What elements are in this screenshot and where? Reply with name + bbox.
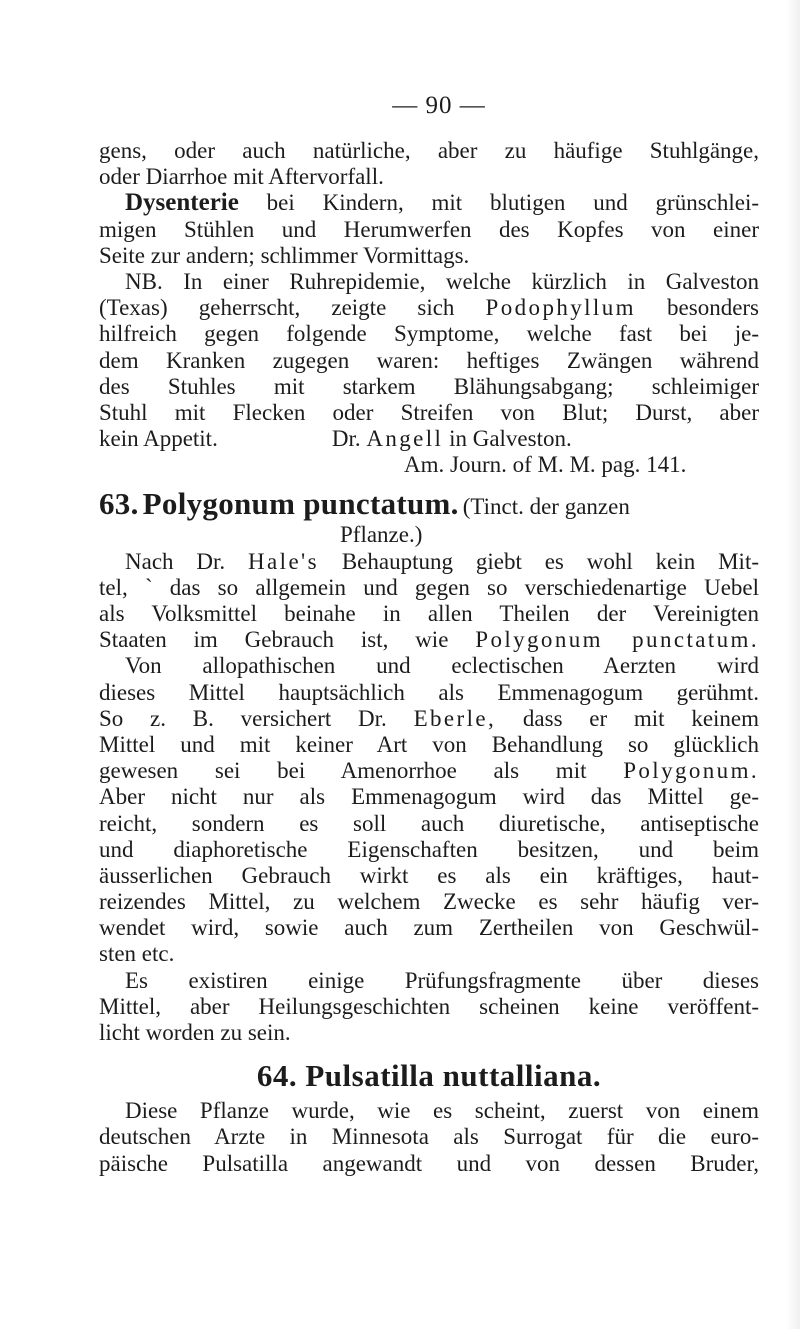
doctor-title: Dr. [331, 426, 361, 452]
section-number: 64. [256, 1058, 298, 1094]
citation: Am. Journ. of M. M. pag. 141. [404, 452, 687, 478]
text-line: Diese Pflanze wurde, wie es scheint, zuerst von einem [125, 1098, 759, 1124]
doctor-place: in Galveston. [449, 426, 572, 452]
text-line: dieses Mittel hauptsächlich als Emmenagogum gerühmt. [99, 679, 759, 705]
remedy-name: Polygonum. [623, 758, 760, 784]
nb-remedy-line [99, 295, 759, 321]
nb-signature-line [99, 426, 759, 452]
text-span: bei Kindern, mit blutigen und grünschlei- [266, 190, 760, 216]
text-line: deutschen Arzte in Minnesota als Surrogat für die euro- [99, 1124, 759, 1150]
text-line: wendet wird, sowie auch zum Zertheilen von Geschwül- [99, 915, 759, 941]
remedy-name: Polygonum punctatum. [475, 627, 759, 653]
text-line: Mittel, aber Heilungsgeschichten scheinen keine veröffent- [99, 993, 759, 1019]
section-title: Pulsatilla nuttalliana. [305, 1058, 602, 1094]
section-subtitle: (Tinct. der ganzen [462, 494, 630, 520]
text-line: Stuhl mit Flecken oder Streifen von Blut; Durst, aber [99, 399, 759, 425]
text-line: hilfreich gegen folgende Symptome, welche fast bei je- [99, 321, 759, 347]
text-line: dem Kranken zugegen waren: heftiges Zwängen während [99, 347, 759, 373]
page-body [99, 138, 759, 1177]
text-line: des Stuhles mit starkem Blähungsabgang; schleimiger [99, 373, 759, 399]
text-line: Mittel und mit keiner Art von Behandlung so glücklich [99, 731, 759, 757]
remedy-name: Podophyllum [485, 295, 636, 321]
text-line: äusserlichen Gebrauch wirkt es als ein kräftiges, haut- [99, 862, 759, 888]
text-span: Staaten im Gebrauch ist, wie [99, 627, 449, 653]
section-title: Polygonum punctatum. [142, 486, 459, 522]
text-span: (Texas) geherrscht, zeigte sich [99, 295, 455, 321]
doctor-name: Angell [366, 426, 444, 452]
text-line: sten etc. [99, 941, 175, 967]
author-name: Hale's [248, 548, 319, 574]
text-line: und diaphoretische Eigenschaften besitzen, und beim [99, 836, 759, 862]
text-line: NB. In einer Ruhrepidemie, welche kürzlich in Galveston [125, 268, 759, 294]
text-line: Es existiren einige Prüfungsfragmente über dieses [125, 967, 759, 993]
text-line: reicht, sondern es soll auch diuretische, antiseptische [99, 810, 759, 836]
dysenterie-term: Dysenterie [125, 189, 239, 217]
text-span: gewesen sei bei Amenorrhoe als mit [99, 758, 587, 784]
text-line: Aber nicht nur als Emmenagogum wird das Mittel ge- [99, 784, 759, 810]
text-line: tel, ` das so allgemein und gegen so verschiedenartige Uebel [99, 574, 759, 600]
text-line: als Volksmittel beinahe in allen Theilen der Vereinigten [99, 601, 759, 626]
text-line: oder Diarrhoe mit Aftervorfall. [99, 164, 384, 190]
text-span: Nach Dr. [125, 548, 226, 574]
text-line: päische Pulsatilla angewandt und von dessen Bruder, [99, 1150, 759, 1176]
dysenterie-line [99, 190, 759, 216]
text-line [99, 706, 759, 732]
text-line: licht worden zu sein. [99, 1020, 291, 1045]
author-name: Eberle, [413, 705, 497, 731]
text-span: So z. B. versichert Dr. [99, 705, 387, 731]
page-number: — 90 — [392, 92, 486, 119]
section-64-heading [99, 1056, 759, 1096]
page-edge [786, 0, 800, 1329]
text-line [99, 627, 759, 653]
text-span: dass er mit keinem [522, 705, 760, 731]
text-line [99, 758, 759, 784]
text-line: migen Stühlen und Herumwerfen des Kopfes von einer [99, 216, 759, 242]
section-63-heading [99, 484, 759, 522]
text-span: Behauptung giebt es wohl kein Mit- [341, 548, 759, 574]
text-span: besonders [667, 295, 760, 321]
text-line: reizendes Mittel, zu welchem Zwecke es sehr häufig ver- [99, 889, 759, 915]
section-subtitle-cont: Pflanze.) [340, 522, 423, 548]
text-line: Seite zur andern; schlimmer Vormittags. [99, 242, 470, 268]
text-span: kein Appetit. [99, 426, 218, 452]
text-line: gens, oder auch natürliche, aber zu häufige Stuhlgänge, [99, 138, 759, 163]
section-number: 63. [99, 486, 139, 522]
text-line: Von allopathischen und eclectischen Aerzten wird [125, 653, 759, 679]
text-line [99, 549, 759, 575]
